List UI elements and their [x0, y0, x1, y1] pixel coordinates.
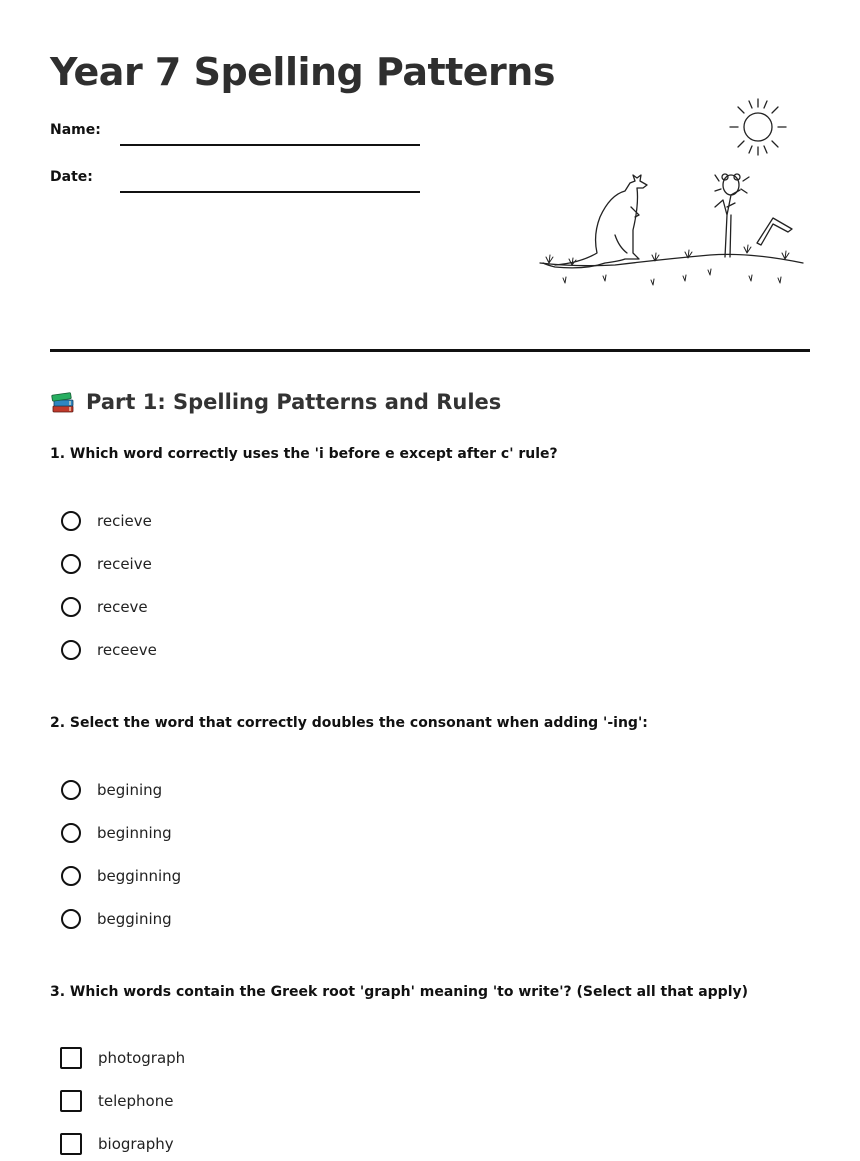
q3-option-1[interactable] [60, 1045, 185, 1071]
date-label: Date: [50, 169, 93, 185]
option-label: beginning [97, 824, 172, 842]
option-label: beggining [97, 910, 172, 928]
radio-button[interactable] [61, 780, 81, 800]
option-label: receve [97, 598, 148, 616]
option-label: receive [97, 555, 152, 573]
question-1: 1. Which word correctly uses the 'i before e except after c' rule? [50, 446, 558, 462]
page-title: Year 7 Spelling Patterns [50, 50, 555, 94]
q2-option-2[interactable] [60, 820, 172, 846]
outback-illustration [535, 95, 810, 295]
option-label: telephone [98, 1092, 174, 1110]
option-label: receeve [97, 641, 157, 659]
part1-title [50, 389, 501, 415]
radio-button[interactable] [61, 554, 81, 574]
radio-button[interactable] [61, 823, 81, 843]
tree-koala-icon [715, 174, 749, 257]
q2-option-1[interactable] [60, 777, 162, 803]
q3-option-2[interactable] [60, 1088, 173, 1114]
books-icon [50, 389, 76, 415]
checkbox[interactable] [60, 1133, 82, 1155]
question-3: 3. Which words contain the Greek root 'graph' meaning 'to write'? (Select all that apply) [50, 984, 749, 1000]
date-input[interactable] [120, 171, 420, 193]
kangaroo-icon [543, 175, 647, 268]
option-label: recieve [97, 512, 152, 530]
checkbox[interactable] [60, 1090, 82, 1112]
part1-title-text: Part 1: Spelling Patterns and Rules [86, 390, 502, 414]
q2-option-3[interactable] [60, 863, 181, 889]
q1-option-3[interactable] [60, 594, 148, 620]
q1-option-2[interactable] [60, 551, 152, 577]
option-label: begginning [97, 867, 182, 885]
boomerang-icon [757, 218, 792, 245]
sun-icon [730, 99, 786, 155]
radio-button[interactable] [61, 640, 81, 660]
radio-button[interactable] [61, 866, 81, 886]
name-input[interactable] [120, 124, 420, 146]
q3-option-3[interactable] [60, 1131, 174, 1157]
question-2: 2. Select the word that correctly doubles the consonant when adding '-ing': [50, 715, 648, 731]
option-label: photograph [98, 1049, 186, 1067]
name-label: Name: [50, 122, 101, 138]
q1-option-4[interactable] [60, 637, 157, 663]
radio-button[interactable] [61, 909, 81, 929]
option-label: begining [97, 781, 163, 799]
radio-button[interactable] [61, 511, 81, 531]
q2-option-4[interactable] [60, 906, 172, 932]
checkbox[interactable] [60, 1047, 82, 1069]
section-divider [50, 349, 810, 352]
radio-button[interactable] [61, 597, 81, 617]
q1-option-1[interactable] [60, 508, 152, 534]
option-label: biography [98, 1135, 174, 1153]
